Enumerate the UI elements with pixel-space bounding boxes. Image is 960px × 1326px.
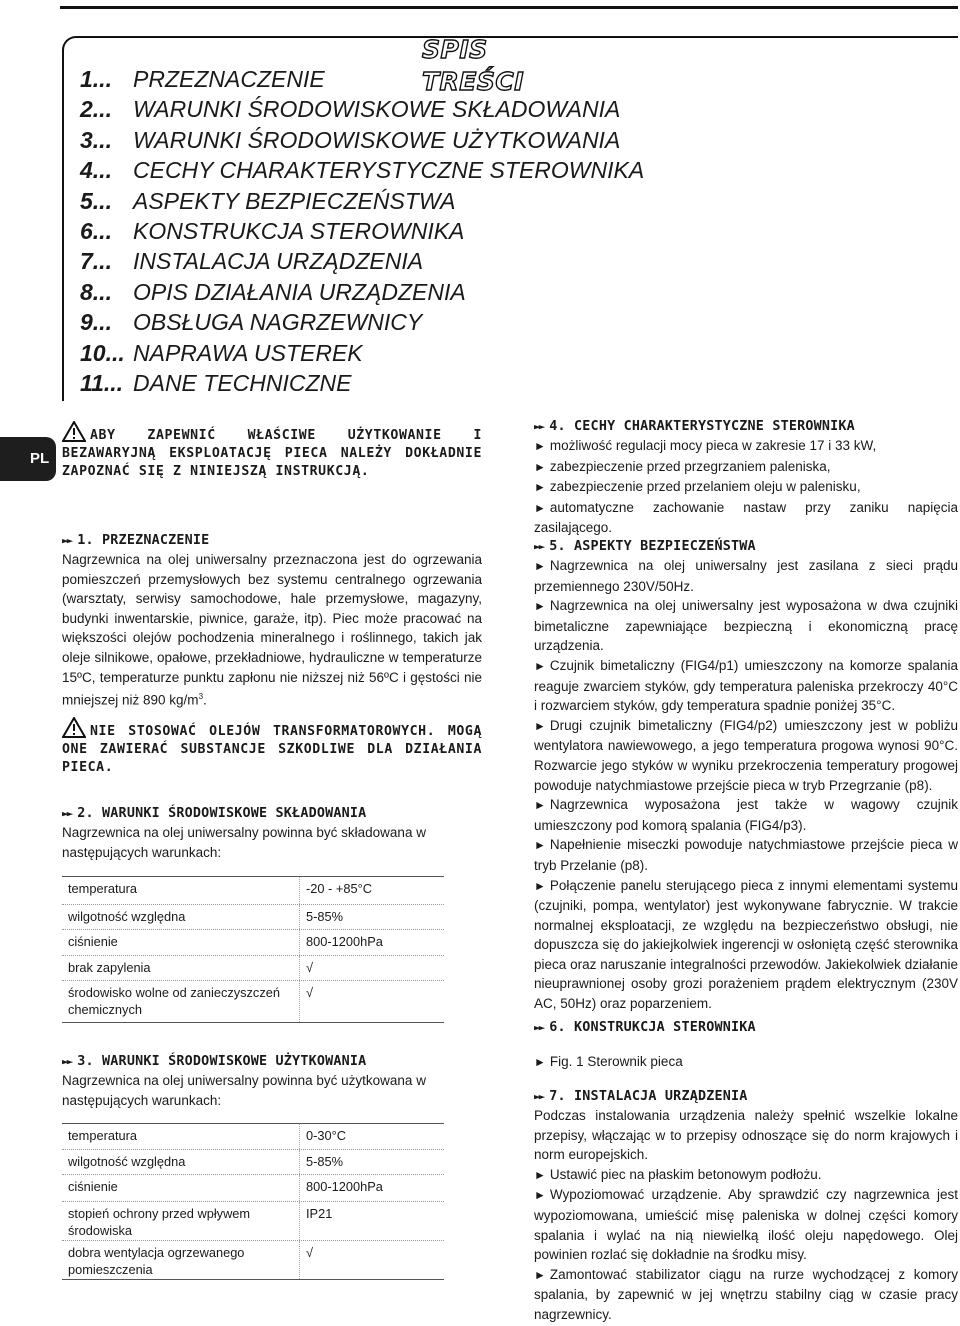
toc-item-label: INSTALACJA URZĄDZENIA: [133, 248, 424, 275]
section-6: [534, 1018, 958, 1073]
warning-triangle-icon: [62, 717, 86, 738]
toc-item-label: DANE TECHNICZNE: [133, 369, 352, 396]
toc-item: [80, 186, 644, 216]
table-row: [62, 929, 444, 955]
table-row: [62, 1174, 444, 1201]
table-cell-value: IP21: [306, 1206, 333, 1221]
list-item-text: Wypoziomować urządzenie. Aby sprawdzić czy nagrzewnica jest wypoziomowana, umieścić misę paleniska w dolnej części komory spalania i wylać na nią niewielką ilość oleju napędowego. Olej powinien rozlać się dokładnie na środku misy.: [534, 1187, 958, 1263]
list-item: [534, 596, 958, 656]
section-5: [534, 537, 958, 1014]
toc-item-label: PRZEZNACZENIE: [133, 66, 325, 92]
table-row: [62, 1149, 444, 1174]
toc-item-number: 2...: [80, 96, 112, 123]
table-row: [62, 980, 444, 1022]
double-arrow-icon: ►►: [534, 540, 544, 553]
table-row: [62, 955, 444, 980]
toc-item: [80, 277, 644, 307]
list-item: [534, 1185, 958, 1264]
double-arrow-icon: ►►: [62, 807, 72, 820]
table-row: [62, 1240, 444, 1279]
section-text: Nagrzewnica na olej uniwersalny powinna być składowana w następujących warunkach:: [62, 825, 426, 860]
table-cell-key: stopień ochrony przed wpływem środowiska: [62, 1202, 300, 1240]
list-item-text: Napełnienie miseczki powoduje natychmiastowe przejście pieca w tryb Przelanie (p8).: [534, 837, 958, 873]
list-item-text: Nagrzewnica na olej uniwersalny jest zasilana z sieci prądu przemiennego 230V/50Hz.: [534, 558, 958, 594]
table-cell-value: √: [306, 1245, 314, 1260]
table-cell-key: wilgotność względna: [62, 905, 300, 929]
triangle-bullet-icon: ►: [534, 838, 546, 853]
toc-item-number: 6...: [80, 217, 112, 244]
double-arrow-icon: ►►: [534, 1090, 544, 1103]
top-rule: [60, 6, 958, 9]
table-cell-value: 800-1200hPa: [306, 934, 383, 949]
list-item-text: Nagrzewnica na olej uniwersalny jest wyposażona w dwa czujniki bimetaliczne zapewniające bezpieczną i ekonomiczną pracę urządzenia.: [534, 598, 958, 654]
triangle-bullet-icon: ►: [534, 1267, 546, 1282]
section-text: Podczas instalowania urządzenia należy spełnić wszelkie lokalne przepisy, włączając w to przepisy odnoszące się do norm krajowych i norm europejskich.: [534, 1108, 958, 1163]
table-cell-key: temperatura: [62, 1124, 300, 1149]
usage-conditions-table: [62, 1123, 444, 1280]
table-cell-value: √: [306, 960, 314, 975]
toc-list: [80, 64, 644, 398]
list-item-text: automatyczne zachowanie nastaw przy zaniku napięcia zasilającego.: [534, 499, 958, 536]
section-3: [62, 1052, 482, 1110]
list-item: [534, 1165, 958, 1186]
list-item: [534, 436, 958, 457]
triangle-bullet-icon: ►: [534, 599, 546, 614]
section-heading: ►► 2. WARUNKI ŚRODOWISKOWE SKŁADOWANIA: [62, 806, 367, 821]
warning-text: NIE STOSOWAĆ OLEJÓW TRANSFORMATOROWYCH. MOGĄ ONE ZAWIERAĆ SUBSTANCJE SZKODLIWE DLA DZIAŁANIA PIECA.: [62, 724, 482, 775]
toc-item-number: 7...: [80, 248, 112, 275]
double-arrow-icon: ►►: [62, 1055, 72, 1068]
toc-item: [80, 94, 644, 124]
warning-oil: [62, 717, 482, 777]
toc-item-number: 4...: [80, 157, 112, 184]
toc-item: [80, 125, 644, 155]
section-heading: ►► 6. KONSTRUKCJA STEROWNIKA: [534, 1020, 756, 1035]
toc-item-label: OBSŁUGA NAGRZEWNICY: [133, 309, 423, 336]
table-cell-key: ciśnienie: [62, 1175, 300, 1201]
triangle-bullet-icon: ►: [534, 718, 546, 733]
section-2: [62, 804, 482, 862]
list-item-text: zabezpieczenie przed przelaniem oleju w palenisku,: [549, 479, 861, 495]
triangle-bullet-icon: ►: [534, 658, 546, 673]
toc-item-number: 3...: [80, 126, 112, 153]
list-item-text: Ustawić piec na płaskim betonowym podłożu.: [549, 1166, 822, 1182]
triangle-bullet-icon: ►: [534, 1167, 546, 1182]
table-row: [62, 877, 444, 904]
triangle-bullet-icon: ►: [534, 439, 546, 453]
section-heading: ►► 3. WARUNKI ŚRODOWISKOWE UŻYTKOWANIA: [62, 1054, 367, 1069]
double-arrow-icon: ►►: [534, 1021, 544, 1034]
toc-item-label: ASPEKTY BEZPIECZEŃSTWA: [133, 187, 456, 214]
toc-item-label: WARUNKI ŚRODOWISKOWE SKŁADOWANIA: [133, 96, 621, 123]
feature-list: [534, 436, 958, 538]
list-item: [534, 1265, 958, 1325]
toc-title: SPIS TREŚCI: [422, 35, 525, 96]
table-cell-value: -20 - +85°C: [306, 881, 372, 896]
list-item-text: zabezpieczenie przed przegrzaniem paleniska,: [549, 458, 831, 474]
section-4: [534, 417, 958, 538]
installation-list: [534, 1165, 958, 1325]
toc-item: [80, 155, 644, 185]
toc-item-number: 10...: [80, 339, 125, 366]
table-cell-value: 5-85%: [306, 1154, 343, 1169]
toc-item-number: 9...: [80, 309, 112, 336]
table-row: [62, 1201, 444, 1240]
toc-item: [80, 307, 644, 337]
list-item-text: Nagrzewnica wyposażona jest także w wagowy czujnik umieszczony pod komorą spalania (FIG4/p3).: [534, 797, 958, 833]
triangle-bullet-icon: ►: [534, 480, 546, 495]
list-item-text: Zamontować stabilizator ciągu na rurze wychodzącej z komory spalania, by zapewnić w jej wnętrzu stabilny ciąg w czasie pracy nagrzewnicy.: [534, 1266, 958, 1322]
list-item: [534, 656, 958, 716]
list-item: [534, 556, 958, 596]
toc-item-label: NAPRAWA USTEREK: [133, 339, 363, 366]
section-heading: ►► 4. CECHY CHARAKTERYSTYCZNE STEROWNIKA: [534, 419, 855, 434]
toc-item-number: 11...: [80, 369, 124, 396]
list-item: ► Fig. 1 Sterownik pieca: [534, 1054, 683, 1069]
section-heading: ►► 7. INSTALACJA URZĄDZENIA: [534, 1089, 748, 1104]
toc-item: [80, 368, 644, 398]
toc-item-label: CECHY CHARAKTERYSTYCZNE STEROWNIKA: [133, 157, 645, 184]
double-arrow-icon: ►►: [534, 420, 544, 433]
toc-item: [80, 338, 644, 368]
table-row: [62, 904, 444, 929]
language-tab: PL: [0, 437, 56, 481]
list-item: [534, 795, 958, 835]
table-cell-key: środowisko wolne od zanieczyszczeń chemicznych: [62, 981, 300, 1022]
list-item-text: Czujnik bimetaliczny (FIG4/p1) umieszczony na komorze spalania reaguje zwarciem styków, gdy temperatura paleniska przekroczy 40°C i rozwarciem styków, gdy temperatura spadnie poniżej 35°C.: [534, 657, 958, 714]
triangle-bullet-icon: ►: [534, 559, 546, 573]
warning-instructions: [62, 421, 482, 481]
list-item: [534, 835, 958, 875]
triangle-bullet-icon: ►: [534, 1055, 546, 1069]
table-cell-key: dobra wentylacja ogrzewanego pomieszczenia: [62, 1241, 300, 1279]
table-cell-value: √: [306, 985, 314, 1000]
toc-item-number: 1...: [80, 66, 112, 92]
list-item-text: Drugi czujnik bimetaliczny (FIG4/p2) umieszczony jest w pobliżu wentylatora nawiewowego, a jego temperatura progowa wynosi 90°C. Rozwarcie jego styków w wyniku przekroczenia temperatury progowej powoduje natychmiastowe przejście pieca w tryb Przegrzanie (p8).: [534, 717, 958, 793]
list-item-text: możliwość regulacji mocy pieca w zakresie 17 i 33 kW,: [549, 438, 877, 453]
table-cell-value: 0-30°C: [306, 1128, 346, 1143]
safety-list: [534, 556, 958, 1014]
section-heading: ►► 5. ASPEKTY BEZPIECZEŃSTWA: [534, 539, 756, 554]
table-cell-key: temperatura: [62, 877, 300, 904]
triangle-bullet-icon: ►: [534, 500, 546, 515]
section-text: Nagrzewnica na olej uniwersalny przeznaczona jest do ogrzewania pomieszczeń przemysłowych bez systemu centralnego ogrzewania (warsztaty, serwisy samochodowe, hale przemysłowe, magazyny, budynki inwentarskie, piwnice, garaże, itp). Piec może pracować na większości olejów pochodzenia mineralnego i roślinnego, takich jak oleje silnikowe, opałowe, przekładniowe, hydrauliczne w temperaturze 15ºC, temperaturze punktu zapłonu nie niższej niż 56ºC i gęstości nie mniejszej niż 890 $kg/m^3$.: [62, 552, 482, 708]
toc-item-label: WARUNKI ŚRODOWISKOWE UŻYTKOWANIA: [133, 126, 621, 153]
section-heading: ►► 1. PRZEZNACZENIE: [62, 533, 210, 548]
table-row: [62, 1124, 444, 1149]
list-item: [534, 876, 958, 1014]
section-text: Nagrzewnica na olej uniwersalny powinna być użytkowana w następujących warunkach:: [62, 1073, 426, 1108]
triangle-bullet-icon: ►: [534, 878, 546, 893]
toc-item-number: 5...: [80, 187, 112, 214]
section-1: [62, 531, 482, 710]
toc-item-label: OPIS DZIAŁANIA URZĄDZENIA: [133, 278, 466, 305]
list-item: [534, 457, 958, 478]
double-arrow-icon: ►►: [62, 534, 72, 547]
table-cell-key: brak zapylenia: [62, 956, 300, 980]
toc-item: [80, 246, 644, 276]
list-item: [534, 477, 958, 498]
toc-item: [80, 216, 644, 246]
table-cell-key: ciśnienie: [62, 930, 300, 955]
triangle-bullet-icon: ►: [534, 459, 546, 474]
triangle-bullet-icon: ►: [534, 1188, 546, 1203]
table-cell-value: 5-85%: [306, 909, 343, 924]
table-cell-key: wilgotność względna: [62, 1150, 300, 1174]
toc-item: [80, 64, 644, 94]
toc-item-label: KONSTRUKCJA STEROWNIKA: [133, 217, 465, 244]
warning-text: ABY ZAPEWNIĆ WŁAŚCIWE UŻYTKOWANIE I BEZAWARYJNĄ EKSPLOATACJĘ PIECA NALEŻY DOKŁADNIE ZAPOZNAĆ SIĘ Z NINIEJSZĄ INSTRUKCJĄ.: [62, 428, 482, 479]
list-item: [534, 498, 958, 538]
section-7: [534, 1087, 958, 1325]
triangle-bullet-icon: ►: [534, 798, 546, 813]
toc-item-number: 8...: [80, 278, 112, 305]
storage-conditions-table: [62, 876, 444, 1023]
table-cell-value: 800-1200hPa: [306, 1179, 383, 1194]
list-item: [534, 716, 958, 795]
list-item-text: Połączenie panelu sterującego pieca z innymi elementami systemu (czujniki, pompa, wentylator) jest wykonywane fabrycznie. W trakcie normalnej eksploatacji, ze względu na bezpieczeństwo obsługi, nie dopuszcza się do jakiejkolwiek ingerencji w osłoniętą część sterownika pieca oraz naruszanie integralności przewodów. Jakiekolwiek działanie nieuprawnionej osoby grozi porażeniem prądem elektrycznym (230V AC, 50Hz) oraz poparzeniem.: [534, 877, 958, 1012]
warning-triangle-icon: [62, 421, 86, 442]
